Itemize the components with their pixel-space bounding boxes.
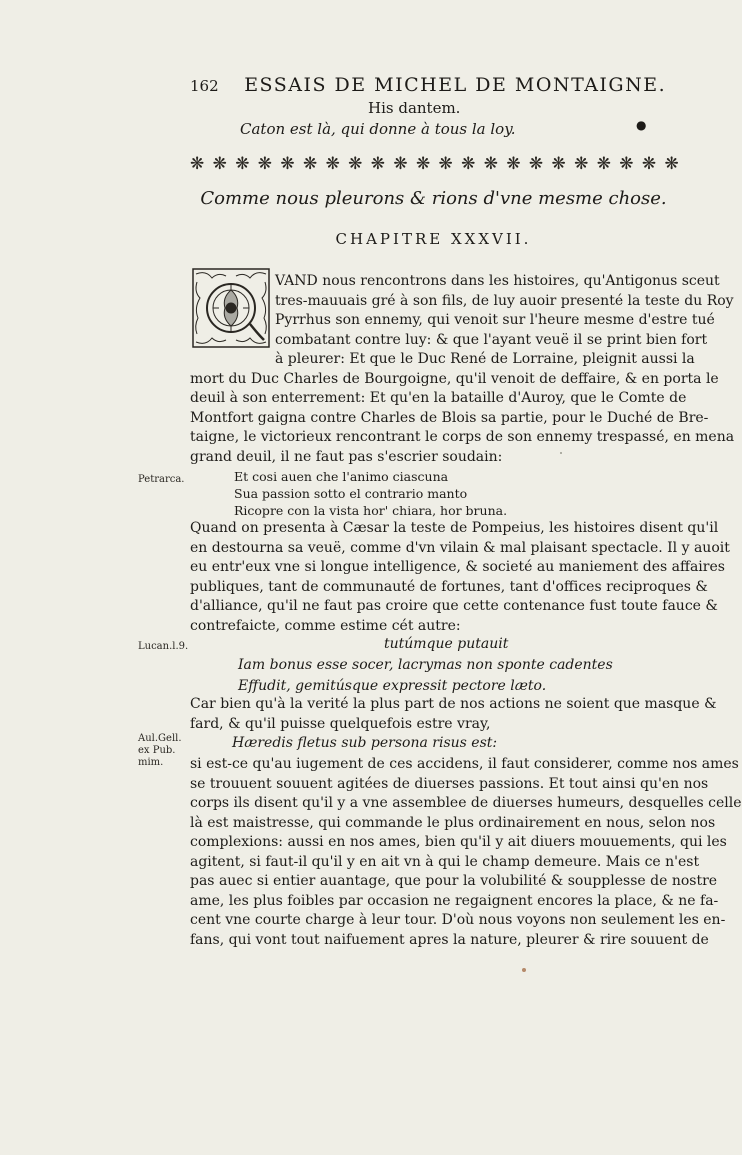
margin-note-aulgell <box>138 733 182 769</box>
text-line: complexions: aussi en nos ames, bien qu'il y ait diuers mouuements, qui les <box>190 834 727 850</box>
text-line: fard, & qu'il puisse quelquefois estre vray, <box>190 715 491 732</box>
text-line: se trouuent souuent agitées de diuerses passions. Et tout ainsi qu'en nos <box>190 775 709 792</box>
ornament-glyph: ❋ <box>483 154 496 174</box>
text-line: grand deuil, il ne faut pas s'escrier soudain: <box>190 448 503 465</box>
ornament-glyph: ❋ <box>393 154 406 174</box>
text-line: là est maistresse, qui commande le plus ordinairement en nous, selon nos <box>190 814 716 831</box>
text-line: en destourna sa veuë, comme d'vn vilain & mal plaisant spectacle. Il y auoit <box>190 539 730 556</box>
text-line: combatant contre luy: & que l'ayant veuë il se print bien fort <box>275 331 708 348</box>
text-line: pas auec si entier auantage, que pour la volubilité & soupplesse de nostre <box>190 873 718 889</box>
ornament-glyph: ❋ <box>370 154 383 174</box>
text-line: eu entr'eux vne si longue intelligence, & societé au maniement des affaires <box>190 559 725 575</box>
text-line: cent vne courte charge à leur tour. D'où nous voyons non seulement les en- <box>190 912 726 928</box>
paragraph-1 <box>190 272 735 467</box>
ornament-glyph: ❋ <box>348 154 361 174</box>
text-line: Quand on presenta à Cæsar la teste de Pompeius, les histoires disent qu'il <box>190 520 719 536</box>
text-line: si est-ce qu'au iugement de ces accidens, il faut considerer, comme nos ames <box>190 756 739 772</box>
ornament-glyph: ❋ <box>212 154 225 174</box>
text-line: tres-mauuais gré à son fils, de luy auoir presenté la teste du Roy <box>275 292 734 309</box>
ornament-glyph: ❋ <box>280 154 293 174</box>
text-line: corps ils disent qu'il y a vne assemblee de diuerses humeurs, desquelles celle <box>190 795 742 811</box>
page-number: 162 <box>190 77 219 95</box>
ornament-glyph: ❋ <box>551 154 564 174</box>
italian-verse <box>234 468 634 519</box>
latin-verse-publilius: Hæredis fletus sub persona risus est: <box>232 735 498 751</box>
epigraph-line: His dantem. <box>368 99 461 117</box>
margin-note-line: Aul.Gell. <box>138 733 182 744</box>
text-line: mort du Duc Charles de Bourgoigne, qu'il venoit de deffaire, & en porta le <box>190 370 719 387</box>
verse-line: tutúmque putauit <box>384 636 509 652</box>
paragraph-3 <box>190 695 717 734</box>
running-title: ESSAIS DE MICHEL DE MONTAIGNE. <box>244 74 667 96</box>
essay-title: Comme nous pleurons & rions d'vne mesme chose. <box>200 188 667 209</box>
ornament-glyph: ❋ <box>325 154 338 174</box>
text-line: contrefaicte, comme estime cét autre: <box>190 617 461 634</box>
margin-note-line: ex Pub. <box>138 745 176 756</box>
verse-line: Ricopre con la vista hor' chiara, hor bruna. <box>234 503 508 518</box>
text-line: Pyrrhus son ennemy, qui venoit sur l'heure mesme d'estre tué <box>275 312 715 328</box>
text-line: fans, qui vont tout naifuement apres la nature, pleurer & rire souuent de <box>190 931 709 948</box>
ornament-glyph: ❋ <box>461 154 474 174</box>
text-line: VAND nous rencontrons dans les histoires, qu'Antigonus sceut <box>275 273 720 289</box>
ornament-glyph: ❋ <box>506 154 519 174</box>
ornament-glyph: ❋ <box>190 154 203 174</box>
text-line: taigne, le victorieux rencontrant le corps de son ennemy trespassé, en mena <box>190 429 735 445</box>
verse-line: Effudit, gemitúsque expressit pectore læto. <box>238 678 547 694</box>
ornament-glyph: ❋ <box>596 154 609 174</box>
text-line: agitent, si faut-il qu'il y en ait vn à qui le champ demeure. Mais ce n'est <box>190 853 700 870</box>
ornament-glyph: ❋ <box>415 154 429 174</box>
verse-line: Sua passion sotto el contrario manto <box>234 486 468 501</box>
paragraph-4 <box>190 755 742 950</box>
verse-line: Iam bonus esse socer, lacrymas non sponte cadentes <box>238 657 613 673</box>
ornament-band <box>190 152 677 176</box>
ornament-glyph: ❋ <box>619 154 632 174</box>
text-line: d'alliance, qu'il ne faut pas croire que cette contenance fust toute fauce & <box>190 598 718 614</box>
epigraph-line: Caton est là, qui donne à tous la loy. <box>240 120 516 138</box>
running-header <box>190 74 667 96</box>
latin-verse-lucan <box>238 634 658 697</box>
chapter-heading: CHAPITRE XXXVII. <box>335 230 532 248</box>
ornament-glyph: ❋ <box>641 154 655 174</box>
epigraph <box>240 98 660 140</box>
margin-note-petrarca: Petrarca. <box>138 474 185 485</box>
ornament-glyph: ❋ <box>528 154 542 174</box>
margin-note-lucan: Lucan.l.9. <box>138 641 189 652</box>
text-line: à pleurer: Et que le Duc René de Lorraine, pleignit aussi la <box>275 351 695 367</box>
ink-dot: ● <box>636 118 647 132</box>
text-line: Car bien qu'à la verité la plus part de nos actions ne soient que masque & <box>190 696 717 712</box>
ornament-glyph: ❋ <box>235 154 248 174</box>
text-line: ame, les plus foibles par occasion ne regaignent encores la place, & ne fa- <box>190 892 719 909</box>
ornament-glyph: ❋ <box>257 154 271 174</box>
ornament-glyph: ❋ <box>302 154 316 174</box>
ornament-glyph: ❋ <box>438 154 451 174</box>
verse-line: Et cosi auen che l'animo ciascuna <box>234 469 449 484</box>
text-line: Montfort gaigna contre Charles de Blois sa partie, pour le Duché de Bre- <box>190 409 709 426</box>
text-line: deuil à son enterrement: Et qu'en la bataille d'Auroy, que le Comte de <box>190 390 687 406</box>
margin-note-line: mim. <box>138 757 164 768</box>
ornament-glyph: ❋ <box>574 154 587 174</box>
ornament-glyph: ❋ <box>664 154 677 174</box>
paragraph-2 <box>190 519 730 636</box>
text-line: publiques, tant de communauté de fortunes, tant d'offices reciproques & <box>190 578 708 595</box>
